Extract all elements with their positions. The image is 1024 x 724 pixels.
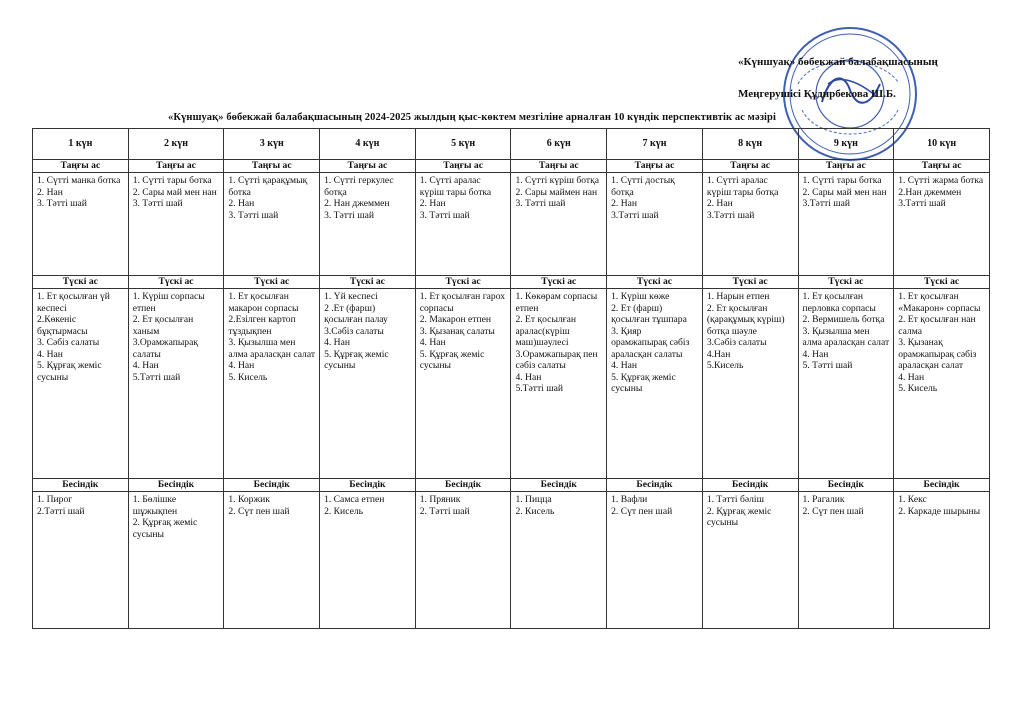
breakfast-section-label: Таңғы ас [511, 160, 607, 173]
breakfast-menu-cell [511, 173, 607, 276]
menu-item: 1. Ет қосылған «Макарон» сорпасы [898, 291, 981, 314]
menu-item: 5. Құрғақ жеміс сусыны [324, 348, 389, 371]
breakfast-menu-cell [702, 173, 798, 276]
breakfast-section-label: Таңғы ас [128, 160, 224, 173]
menu-item: 4. Нан [419, 337, 446, 348]
menu-item: 3.Тәтті шай [898, 198, 946, 209]
breakfast-menu-cell [798, 173, 894, 276]
day-header: 6 күн [511, 129, 607, 160]
menu-item: 1. Пирог [37, 494, 73, 505]
menu-item: 2. Сүт пен шай [611, 505, 673, 517]
menu-item: 2 .Ет (фарш) қосылған палау [324, 302, 388, 325]
menu-item: 1. Бөлішке шұжықпен [132, 494, 178, 517]
breakfast-menu-cell [128, 173, 224, 276]
snack-section-label: Бесіндік [894, 479, 990, 492]
breakfast-section-label: Таңғы ас [702, 160, 798, 173]
breakfast-section-label: Таңғы ас [415, 160, 511, 173]
menu-table [32, 128, 990, 629]
breakfast-menu-cell [894, 173, 990, 276]
menu-item: 1. Көкөрам сорпасы етпен [515, 291, 598, 314]
menu-item: 3. Қызылша мен алма араласқан салат [802, 325, 890, 348]
menu-item: 2. Кисель [515, 505, 555, 517]
lunch-menu-cell [33, 289, 129, 479]
snack-section-label: Бесіндік [607, 479, 703, 492]
menu-item: 3. Тәтті шай [37, 198, 87, 209]
menu-item: 2. Құрғақ жеміс сусыны [132, 517, 198, 540]
snack-menu-cell [798, 492, 894, 629]
menu-item: 2. Нан джеммен [324, 198, 390, 209]
lunch-section-label: Түскі ас [415, 276, 511, 289]
menu-item: 2. Каркаде шырыны [898, 505, 981, 517]
menu-item: 2. Кисель [324, 505, 363, 517]
menu-item: 2. Ет қосылған ханым [132, 314, 194, 337]
menu-item: 2. Нан [611, 198, 638, 209]
menu-item: 1. Сүтті аралас күріш тары ботқа [706, 175, 779, 198]
menu-item: 2. Сүт пен шай [802, 505, 864, 517]
snack-menu-cell [702, 492, 798, 629]
menu-item: 2. Тәтті шай [419, 505, 470, 517]
menu-item: 2.Көкеніс бұқтырмасы [37, 314, 88, 337]
menu-item: 1. Тәтті бәліш [706, 494, 764, 505]
menu-item: 1. Сүтті тары ботка [132, 175, 212, 186]
menu-item: 3. Қызылша мен алма араласқан салат [228, 337, 316, 360]
menu-item: 2. Нан [706, 198, 733, 209]
breakfast-section-label: Таңғы ас [798, 160, 894, 173]
menu-item: 2. Сары маймен нан [515, 186, 598, 198]
menu-item: 1. Ет қосылған үй кеспесі [37, 291, 110, 314]
breakfast-menu-cell [415, 173, 511, 276]
menu-item: 1. Күріш сорпасы етпен [132, 291, 205, 314]
menu-item: 4. Нан [611, 360, 638, 371]
day-header: 3 күн [224, 129, 320, 160]
day-header: 1 күн [33, 129, 129, 160]
manager-line: Меңгерушісі Құдирбекова Ш.Б. [738, 88, 896, 100]
menu-item: 4. Нан [898, 371, 925, 383]
menu-item: 3. Сәбіз салаты [37, 337, 100, 348]
lunch-menu-cell [798, 289, 894, 479]
lunch-menu-cell [128, 289, 224, 479]
lunch-menu-cell [894, 289, 990, 479]
menu-item: 5. Құрғақ жеміс сусыны [419, 348, 485, 371]
breakfast-menu-cell [224, 173, 320, 276]
breakfast-menu-cell [320, 173, 416, 276]
lunch-section-label: Түскі ас [128, 276, 224, 289]
breakfast-section-label: Таңғы ас [894, 160, 990, 173]
lunch-section-label: Түскі ас [320, 276, 416, 289]
menu-item: 1. Вафли [611, 494, 648, 505]
menu-item: 3. Тәтті шай [324, 209, 375, 221]
menu-item: 5.Тәтті шай [132, 371, 181, 383]
menu-item: 2.Нан джеммен [898, 186, 962, 198]
menu-item: 1. Сүтті аралас күріш тары ботка [419, 175, 492, 198]
snack-menu-cell [128, 492, 224, 629]
menu-item: 1. Ет қосылған перловка сорпасы [802, 291, 876, 314]
menu-item: 2. Ет қосылған нан салма [898, 314, 976, 337]
lunch-section-label: Түскі ас [224, 276, 320, 289]
menu-item: 2. Вермишель ботқа [802, 314, 885, 325]
menu-item: 2. Нан [419, 198, 446, 209]
menu-item: 3. Тәтті шай [419, 209, 470, 221]
menu-item: 2. Сары май мен нан [802, 186, 887, 198]
menu-item: 5.Тәтті шай [515, 383, 563, 394]
snack-menu-cell [894, 492, 990, 629]
lunch-section-label: Түскі ас [511, 276, 607, 289]
menu-item: 1. Ет қосылған гарох сорпасы [419, 291, 506, 314]
snack-section-label: Бесіндік [128, 479, 224, 492]
menu-item: 2. Ет қосылған аралас(күріш маш)шәулесі [515, 314, 576, 348]
menu-item: 1. Үй кеспесі [324, 291, 378, 302]
menu-item: 1. Сүтті достық ботқа [611, 175, 675, 198]
menu-item: 2. Нан [37, 186, 63, 198]
menu-item: 2.Тәтті шай [37, 505, 85, 517]
menu-item: 2. Ет қосылған (қарақұмық күріш) ботқа шәуле [706, 302, 785, 337]
snack-menu-cell [415, 492, 511, 629]
menu-item: 2. Сүт пен шай [228, 505, 290, 517]
snack-menu-cell [607, 492, 703, 629]
menu-item: 1. Сүтті геркулес ботқа [324, 175, 394, 198]
lunch-section-label: Түскі ас [798, 276, 894, 289]
lunch-section-label: Түскі ас [33, 276, 129, 289]
day-header: 2 күн [128, 129, 224, 160]
snack-section-label: Бесіндік [511, 479, 607, 492]
menu-item: 4. Нан [324, 337, 350, 348]
menu-item: 3.Орамжапырақ пен сәбіз салаты [515, 348, 598, 371]
breakfast-section-label: Таңғы ас [607, 160, 703, 173]
snack-section-label: Бесіндік [320, 479, 416, 492]
lunch-menu-cell [320, 289, 416, 479]
day-header: 5 күн [415, 129, 511, 160]
menu-item: 4. Нан [37, 348, 63, 360]
menu-item: 1. Сүтті тары ботка [802, 175, 882, 186]
menu-item: 2. Макарон етпен [419, 314, 492, 325]
menu-item: 4. Нан [132, 360, 159, 371]
day-header: 7 күн [607, 129, 703, 160]
document-title: «Күншуақ» бөбекжай балабақшасының 2024-2025 жылдың қыс-көктем мезгіліне арналған 10 күндік перспективтік ас мәзірі [168, 112, 776, 123]
snack-menu-cell [511, 492, 607, 629]
day-header: 4 күн [320, 129, 416, 160]
menu-item: 1. Сүтті күріш ботқа [515, 175, 600, 186]
menu-item: 2.Езілген картоп тұздықпен [228, 314, 296, 337]
menu-item: 4. Нан [515, 371, 542, 383]
lunch-section-label: Түскі ас [894, 276, 990, 289]
breakfast-section-label: Таңғы ас [33, 160, 129, 173]
lunch-menu-cell [224, 289, 320, 479]
menu-item: 3. Тәтті шай [228, 209, 279, 221]
snack-menu-cell [224, 492, 320, 629]
menu-item: 5. Кисель [228, 371, 268, 383]
lunch-menu-cell [511, 289, 607, 479]
menu-item: 1. Рагалик [802, 494, 845, 505]
day-header: 9 күн [798, 129, 894, 160]
menu-item: 2. Ет (фарш) қосылған тұшпара [611, 302, 687, 325]
lunch-menu-cell [607, 289, 703, 479]
menu-item: 3.Тәтті шай [802, 198, 851, 209]
menu-item: 2. Құрғақ жеміс сусыны [706, 505, 772, 528]
menu-item: 1. Сүтті жарма ботка [898, 175, 984, 186]
menu-item: 3. Қияр орамжапырақ сәбіз араласқан салаты [611, 325, 690, 360]
menu-item: 5.Кисель [706, 360, 744, 371]
lunch-section-label: Түскі ас [607, 276, 703, 289]
kindergarten-line: «Күншуақ» бөбекжай балабақшасының [738, 56, 938, 68]
lunch-menu-cell [415, 289, 511, 479]
menu-item: 1. Пряник [419, 494, 461, 505]
snack-section-label: Бесіндік [415, 479, 511, 492]
menu-item: 1. Кекс [898, 494, 927, 505]
menu-item: 3. Тәтті шай [132, 198, 183, 209]
breakfast-section-label: Таңғы ас [224, 160, 320, 173]
menu-item: 1. Коржик [228, 494, 270, 505]
menu-item: 3. Қызанақ орамжапырақ сәбіз араласқан салат [898, 337, 977, 371]
menu-item: 1. Самса етпен [324, 494, 385, 505]
menu-item: 3.Сәбіз салаты [706, 337, 767, 348]
snack-menu-cell [33, 492, 129, 629]
menu-item: 5. Құрғақ жеміс сусыны [37, 360, 102, 383]
menu-item: 5. Құрғақ жеміс сусыны [611, 371, 676, 394]
menu-item: 4.Нан [706, 348, 731, 360]
lunch-menu-cell [702, 289, 798, 479]
lunch-section-label: Түскі ас [702, 276, 798, 289]
menu-item: 5. Тәтті шай [802, 360, 853, 371]
snack-section-label: Бесіндік [33, 479, 129, 492]
menu-item: 1. Сүтті манка ботка [37, 175, 121, 186]
day-header: 8 күн [702, 129, 798, 160]
day-header: 10 күн [894, 129, 990, 160]
breakfast-section-label: Таңғы ас [320, 160, 416, 173]
menu-item: 3.Сәбіз салаты [324, 325, 384, 337]
menu-item: 5. Кисель [898, 383, 938, 394]
menu-item: 3.Орамжапырақ салаты [132, 337, 198, 360]
menu-item: 2. Нан [228, 198, 255, 209]
menu-item: 4. Нан [228, 360, 255, 371]
menu-item: 1. Нарын етпен [706, 291, 770, 302]
snack-section-label: Бесіндік [702, 479, 798, 492]
menu-item: 3. Қызанақ салаты [419, 325, 495, 337]
menu-item: 1. Күріш көже [611, 291, 670, 302]
snack-menu-cell [320, 492, 416, 629]
menu-item: 3.Тәтті шай [611, 209, 659, 221]
menu-item: 1. Пицца [515, 494, 552, 505]
menu-item: 4. Нан [802, 348, 829, 360]
menu-item: 3.Тәтті шай [706, 209, 755, 221]
snack-section-label: Бесіндік [224, 479, 320, 492]
menu-item: 2. Сары май мен нан [132, 186, 217, 198]
menu-item: 3. Тәтті шай [515, 198, 566, 209]
menu-item: 1. Сүтті қарақұмық ботка [228, 175, 308, 198]
breakfast-menu-cell [607, 173, 703, 276]
menu-item: 1. Ет қосылған макарон сорпасы [228, 291, 299, 314]
snack-section-label: Бесіндік [798, 479, 894, 492]
breakfast-menu-cell [33, 173, 129, 276]
